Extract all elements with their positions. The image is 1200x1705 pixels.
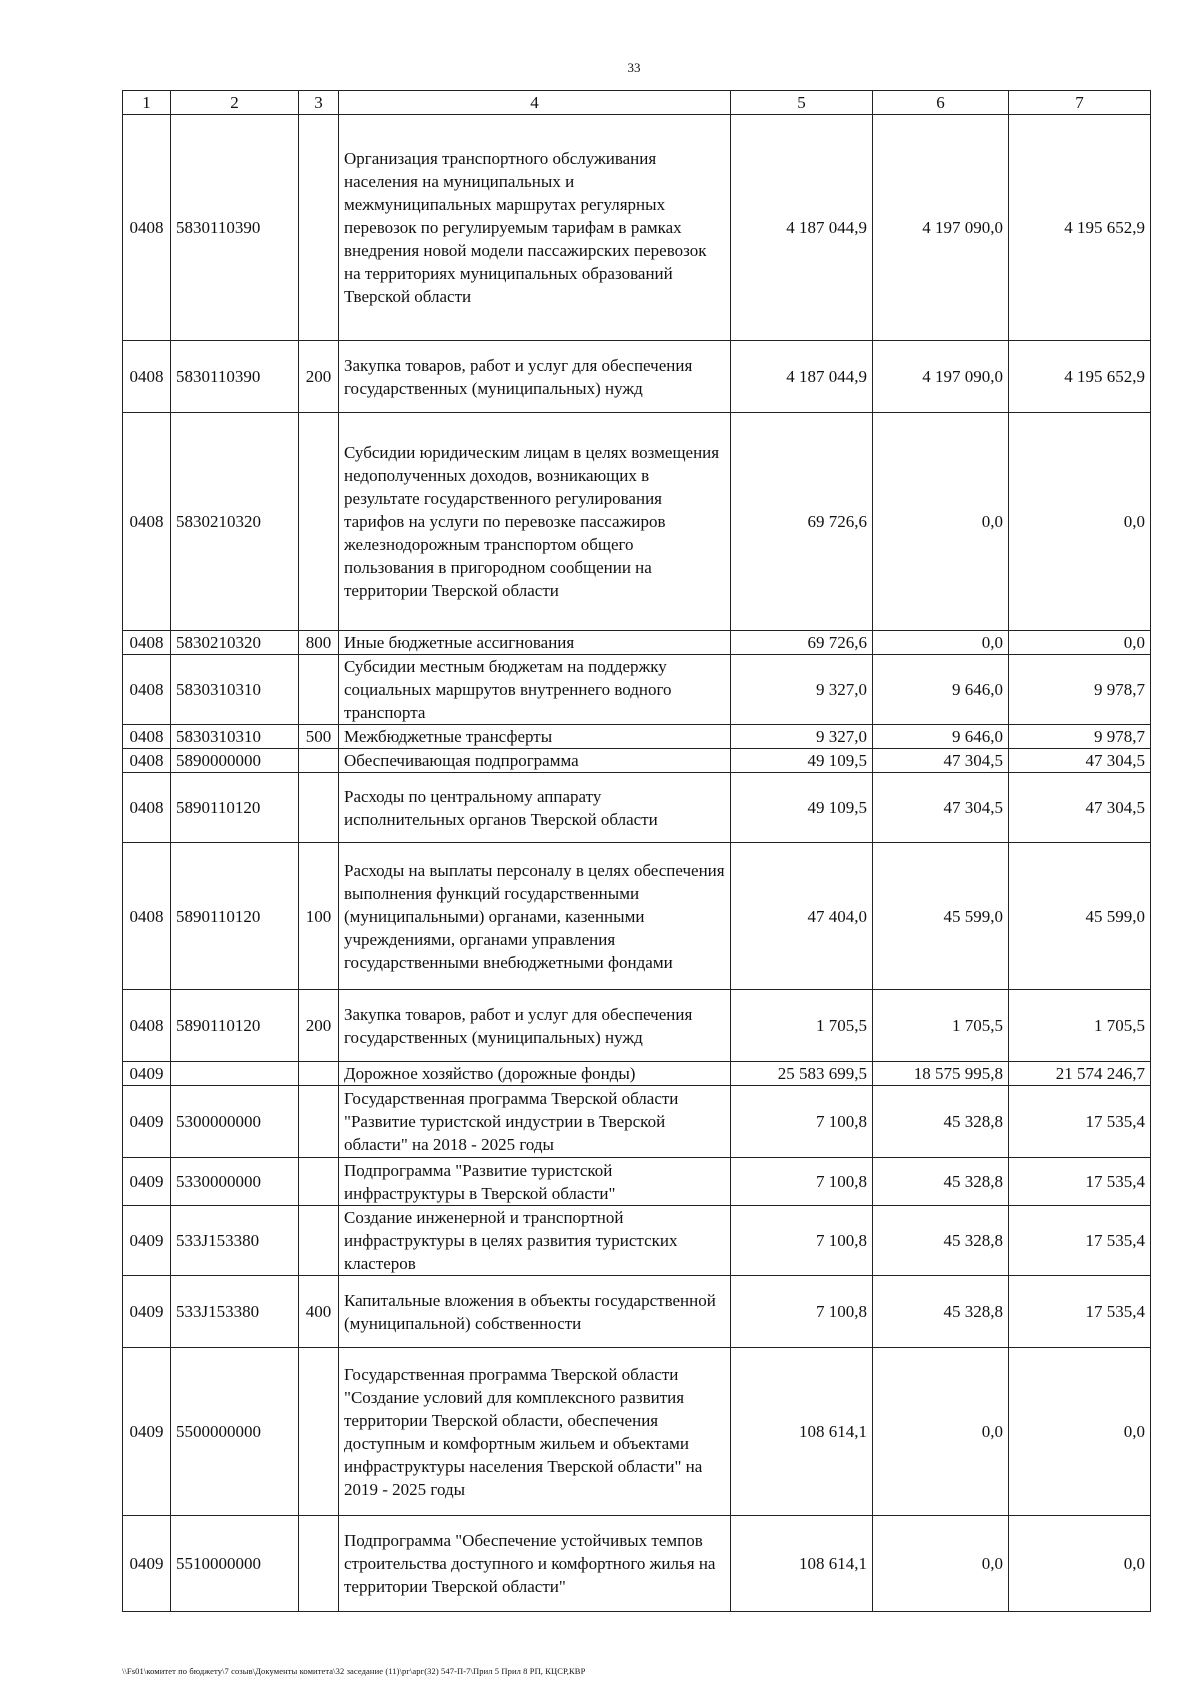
expense-type: 800 — [299, 631, 339, 655]
value-col-6: 45 328,8 — [873, 1206, 1009, 1276]
row-description: Организация транспортного обслуживания населения на муниципальных и межмуниципальных маршрутах регулярных перевозок по регулируемым тарифам в рамках внедрения новой модели пассажирских перевозок на территориях муниципальных образований Тверской области — [339, 115, 731, 341]
value-col-7: 9 978,7 — [1009, 655, 1151, 725]
row-description: Создание инженерной и транспортной инфраструктуры в целях развития туристских кластеров — [339, 1206, 731, 1276]
section-code: 0409 — [123, 1086, 171, 1158]
value-col-7: 17 535,4 — [1009, 1158, 1151, 1206]
value-col-6: 45 599,0 — [873, 843, 1009, 990]
target-code: 5330000000 — [171, 1158, 299, 1206]
value-col-5: 7 100,8 — [731, 1206, 873, 1276]
value-col-6: 4 197 090,0 — [873, 341, 1009, 413]
table-row — [123, 631, 1151, 655]
value-col-5: 108 614,1 — [731, 1348, 873, 1516]
row-description: Субсидии местным бюджетам на поддержку социальных маршрутов внутреннего водного транспорта — [339, 655, 731, 725]
expense-type: 200 — [299, 341, 339, 413]
row-description: Государственная программа Тверской области "Развитие туристской индустрии в Тверской области" на 2018 - 2025 годы — [339, 1086, 731, 1158]
column-header: 1 — [123, 91, 171, 115]
value-col-7: 17 535,4 — [1009, 1206, 1151, 1276]
table-row — [123, 1158, 1151, 1206]
target-code: 5890110120 — [171, 773, 299, 843]
expense-type: 200 — [299, 990, 339, 1062]
value-col-7: 21 574 246,7 — [1009, 1062, 1151, 1086]
section-code: 0409 — [123, 1516, 171, 1612]
target-code: 5830310310 — [171, 655, 299, 725]
row-description: Расходы на выплаты персоналу в целях обеспечения выполнения функций государственными (муниципальными) органами, казенными учреждениями, органами управления государственными внебюджетными фондами — [339, 843, 731, 990]
section-code: 0409 — [123, 1062, 171, 1086]
column-header: 2 — [171, 91, 299, 115]
row-description: Подпрограмма "Обеспечение устойчивых темпов строительства доступного и комфортного жилья на территории Тверской области" — [339, 1516, 731, 1612]
section-code: 0408 — [123, 115, 171, 341]
expense-type — [299, 413, 339, 631]
target-code — [171, 1062, 299, 1086]
value-col-5: 7 100,8 — [731, 1086, 873, 1158]
row-description: Дорожное хозяйство (дорожные фонды) — [339, 1062, 731, 1086]
table-row — [123, 749, 1151, 773]
value-col-6: 1 705,5 — [873, 990, 1009, 1062]
value-col-7: 0,0 — [1009, 631, 1151, 655]
section-code: 0409 — [123, 1206, 171, 1276]
value-col-6: 47 304,5 — [873, 749, 1009, 773]
value-col-5: 69 726,6 — [731, 631, 873, 655]
value-col-7: 9 978,7 — [1009, 725, 1151, 749]
expense-type: 400 — [299, 1276, 339, 1348]
target-code: 5830310310 — [171, 725, 299, 749]
value-col-5: 1 705,5 — [731, 990, 873, 1062]
value-col-7: 0,0 — [1009, 413, 1151, 631]
table-row — [123, 1206, 1151, 1276]
value-col-5: 108 614,1 — [731, 1516, 873, 1612]
target-code: 5830110390 — [171, 115, 299, 341]
target-code: 5510000000 — [171, 1516, 299, 1612]
expense-type — [299, 1206, 339, 1276]
row-description: Государственная программа Тверской области "Создание условий для комплексного развития территории Тверской области, обеспечения доступным и комфортным жильем и объектами инфраструктуры населения Тверской области" на 2019 - 2025 годы — [339, 1348, 731, 1516]
section-code: 0408 — [123, 773, 171, 843]
table-row — [123, 115, 1151, 341]
value-col-6: 45 328,8 — [873, 1158, 1009, 1206]
row-description: Межбюджетные трансферты — [339, 725, 731, 749]
column-header: 7 — [1009, 91, 1151, 115]
target-code: 5830110390 — [171, 341, 299, 413]
section-code: 0408 — [123, 725, 171, 749]
value-col-6: 18 575 995,8 — [873, 1062, 1009, 1086]
column-number-row — [123, 91, 1151, 115]
expense-type — [299, 1158, 339, 1206]
expense-type: 100 — [299, 843, 339, 990]
column-header: 6 — [873, 91, 1009, 115]
value-col-7: 17 535,4 — [1009, 1276, 1151, 1348]
target-code: 5890110120 — [171, 990, 299, 1062]
table-row — [123, 1348, 1151, 1516]
value-col-7: 45 599,0 — [1009, 843, 1151, 990]
target-code: 5300000000 — [171, 1086, 299, 1158]
page-number: 33 — [627, 60, 641, 75]
table-row — [123, 725, 1151, 749]
value-col-6: 9 646,0 — [873, 655, 1009, 725]
expense-type — [299, 1516, 339, 1612]
row-description: Закупка товаров, работ и услуг для обеспечения государственных (муниципальных) нужд — [339, 341, 731, 413]
column-header: 4 — [339, 91, 731, 115]
value-col-6: 0,0 — [873, 631, 1009, 655]
section-code: 0408 — [123, 843, 171, 990]
value-col-5: 49 109,5 — [731, 749, 873, 773]
target-code: 5890110120 — [171, 843, 299, 990]
value-col-7: 4 195 652,9 — [1009, 341, 1151, 413]
expense-type — [299, 773, 339, 843]
target-code: 5500000000 — [171, 1348, 299, 1516]
value-col-5: 7 100,8 — [731, 1276, 873, 1348]
expense-type — [299, 1062, 339, 1086]
target-code: 533J153380 — [171, 1276, 299, 1348]
row-description: Субсидии юридическим лицам в целях возмещения недополученных доходов, возникающих в результате государственного регулирования тарифов на услуги по перевозке пассажиров железнодорожным транспортом общего пользования в пригородном сообщении на территории Тверской области — [339, 413, 731, 631]
value-col-7: 0,0 — [1009, 1516, 1151, 1612]
row-description: Закупка товаров, работ и услуг для обеспечения государственных (муниципальных) нужд — [339, 990, 731, 1062]
value-col-5: 47 404,0 — [731, 843, 873, 990]
value-col-6: 45 328,8 — [873, 1276, 1009, 1348]
table-row — [123, 1516, 1151, 1612]
table-row — [123, 843, 1151, 990]
expense-type — [299, 655, 339, 725]
section-code: 0408 — [123, 749, 171, 773]
table-row — [123, 990, 1151, 1062]
value-col-6: 45 328,8 — [873, 1086, 1009, 1158]
value-col-5: 9 327,0 — [731, 655, 873, 725]
value-col-7: 4 195 652,9 — [1009, 115, 1151, 341]
value-col-6: 47 304,5 — [873, 773, 1009, 843]
value-col-5: 9 327,0 — [731, 725, 873, 749]
file-path-footer: \\Fs01\комитет по бюджету\7 созыв\Документы комитета\32 заседание (11)\рг\арг(32) 547-П-7\Прил 5 Прил 8 РП, КЦСР,КВР — [122, 1666, 586, 1676]
section-code: 0408 — [123, 413, 171, 631]
table-row — [123, 1276, 1151, 1348]
value-col-7: 1 705,5 — [1009, 990, 1151, 1062]
table-row — [123, 341, 1151, 413]
value-col-7: 47 304,5 — [1009, 749, 1151, 773]
value-col-7: 0,0 — [1009, 1348, 1151, 1516]
value-col-5: 25 583 699,5 — [731, 1062, 873, 1086]
value-col-5: 7 100,8 — [731, 1158, 873, 1206]
expense-type — [299, 749, 339, 773]
section-code: 0409 — [123, 1348, 171, 1516]
value-col-5: 69 726,6 — [731, 413, 873, 631]
value-col-5: 4 187 044,9 — [731, 115, 873, 341]
section-code: 0408 — [123, 990, 171, 1062]
expense-type — [299, 1348, 339, 1516]
budget-table — [122, 90, 1151, 1612]
value-col-5: 49 109,5 — [731, 773, 873, 843]
table-row — [123, 773, 1151, 843]
target-code: 5830210320 — [171, 631, 299, 655]
value-col-6: 9 646,0 — [873, 725, 1009, 749]
expense-type: 500 — [299, 725, 339, 749]
value-col-7: 17 535,4 — [1009, 1086, 1151, 1158]
table-row — [123, 655, 1151, 725]
expense-type — [299, 115, 339, 341]
row-description: Обеспечивающая подпрограмма — [339, 749, 731, 773]
value-col-6: 0,0 — [873, 1516, 1009, 1612]
value-col-7: 47 304,5 — [1009, 773, 1151, 843]
row-description: Подпрограмма "Развитие туристской инфраструктуры в Тверской области" — [339, 1158, 731, 1206]
target-code: 5830210320 — [171, 413, 299, 631]
section-code: 0408 — [123, 341, 171, 413]
value-col-6: 4 197 090,0 — [873, 115, 1009, 341]
table-row — [123, 413, 1151, 631]
section-code: 0409 — [123, 1276, 171, 1348]
column-header: 3 — [299, 91, 339, 115]
row-description: Иные бюджетные ассигнования — [339, 631, 731, 655]
section-code: 0409 — [123, 1158, 171, 1206]
expense-type — [299, 1086, 339, 1158]
target-code: 533J153380 — [171, 1206, 299, 1276]
table-row — [123, 1086, 1151, 1158]
value-col-6: 0,0 — [873, 413, 1009, 631]
value-col-6: 0,0 — [873, 1348, 1009, 1516]
section-code: 0408 — [123, 631, 171, 655]
row-description: Расходы по центральному аппарату исполнительных органов Тверской области — [339, 773, 731, 843]
column-header: 5 — [731, 91, 873, 115]
target-code: 5890000000 — [171, 749, 299, 773]
table-row — [123, 1062, 1151, 1086]
row-description: Капитальные вложения в объекты государственной (муниципальной) собственности — [339, 1276, 731, 1348]
section-code: 0408 — [123, 655, 171, 725]
value-col-5: 4 187 044,9 — [731, 341, 873, 413]
